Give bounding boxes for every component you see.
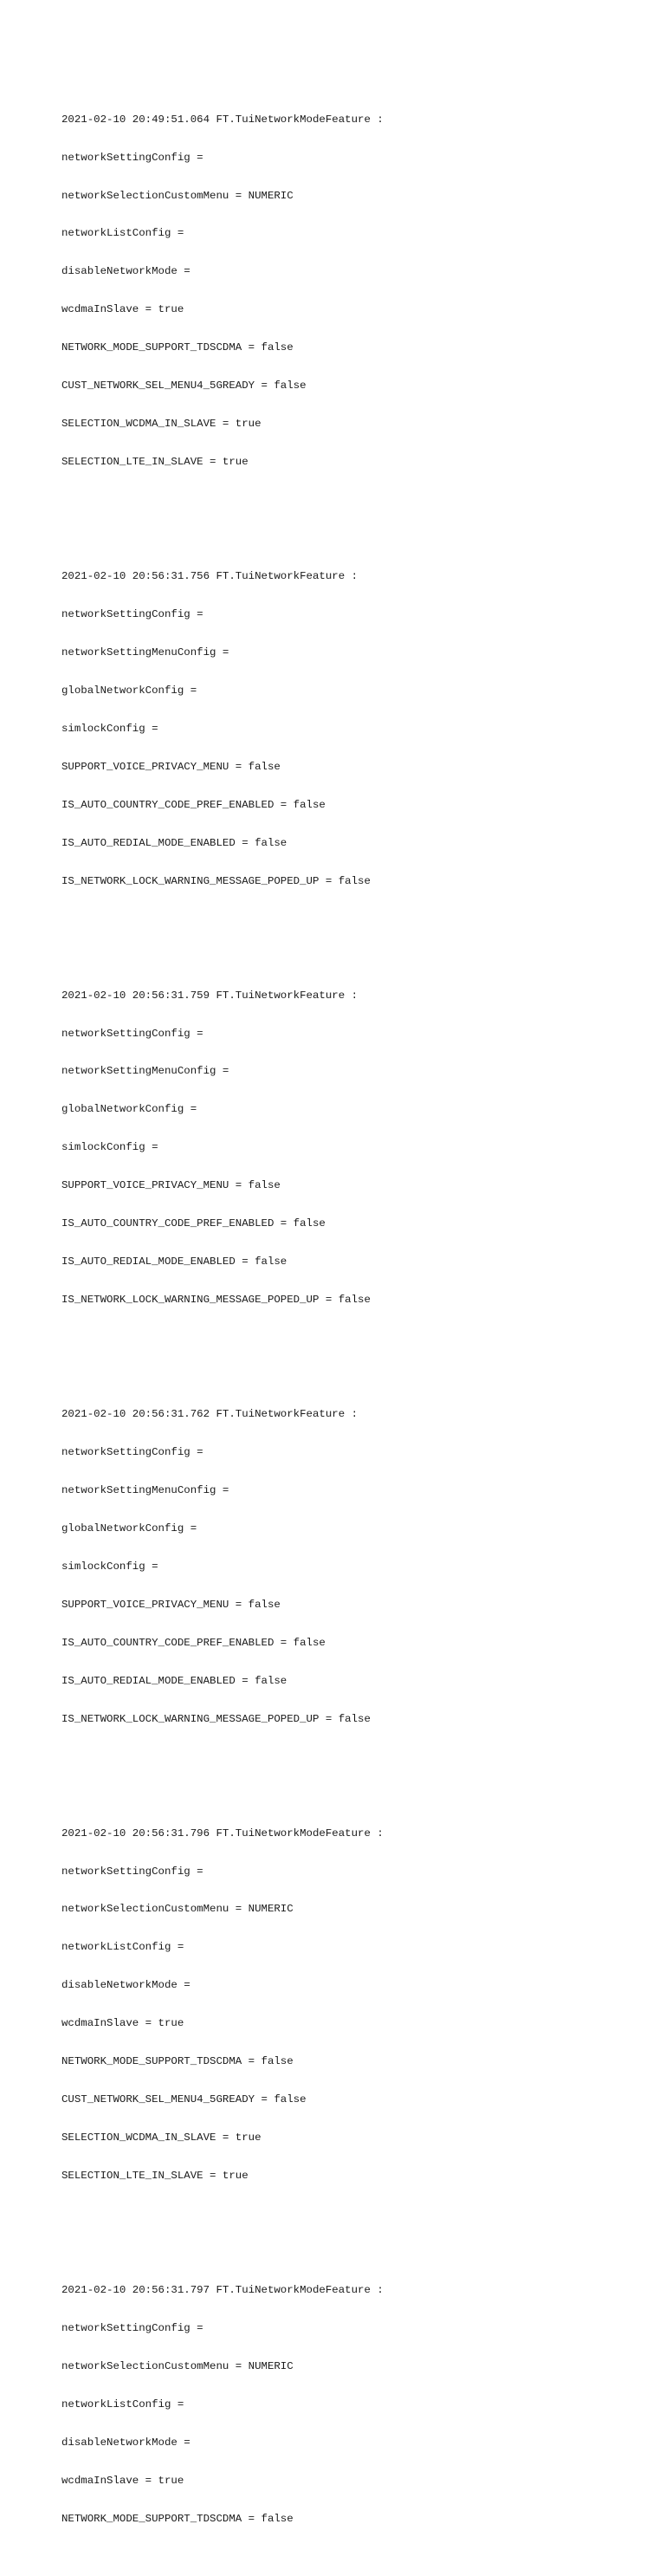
log-line: networkSettingConfig = bbox=[61, 1446, 203, 1459]
log-line: wcdmaInSlave = true bbox=[61, 2474, 184, 2487]
log-line: networkSettingConfig = bbox=[61, 151, 203, 164]
log-line: simlockConfig = bbox=[61, 1141, 158, 1154]
log-line: IS_AUTO_REDIAL_MODE_ENABLED = false bbox=[61, 1674, 287, 1687]
log-line: IS_AUTO_COUNTRY_CODE_PREF_ENABLED = false bbox=[61, 1636, 326, 1649]
log-entry-header: 2021-02-10 20:56:31.759 FT.TuiNetworkFeature : bbox=[61, 989, 358, 1002]
log-entry bbox=[61, 1801, 633, 2208]
log-line: networkSettingMenuConfig = bbox=[61, 1065, 229, 1078]
log-line: globalNetworkConfig = bbox=[61, 1522, 197, 1535]
log-line: SELECTION_WCDMA_IN_SLAVE = true bbox=[61, 418, 261, 431]
log-line: NETWORK_MODE_SUPPORT_TDSCDMA = false bbox=[61, 2055, 294, 2068]
log-line: SELECTION_WCDMA_IN_SLAVE = true bbox=[61, 2132, 261, 2145]
log-line: wcdmaInSlave = true bbox=[61, 2017, 184, 2030]
log-line: networkSettingMenuConfig = bbox=[61, 646, 229, 659]
log-line: CUST_NETWORK_SEL_MENU4_5GREADY = false bbox=[61, 2093, 307, 2106]
log-entry bbox=[61, 88, 633, 494]
log-line: wcdmaInSlave = true bbox=[61, 303, 184, 316]
log-line: simlockConfig = bbox=[61, 1560, 158, 1573]
log-line: IS_NETWORK_LOCK_WARNING_MESSAGE_POPED_UP = false bbox=[61, 1294, 371, 1307]
log-line: networkSettingConfig = bbox=[61, 1865, 203, 1878]
log-entry bbox=[61, 964, 633, 1332]
log-line: NETWORK_MODE_SUPPORT_TDSCDMA = false bbox=[61, 2512, 294, 2525]
log-line: SUPPORT_VOICE_PRIVACY_MENU = false bbox=[61, 1598, 281, 1611]
log-line: IS_NETWORK_LOCK_WARNING_MESSAGE_POPED_UP = false bbox=[61, 874, 371, 887]
log-line: networkSettingConfig = bbox=[61, 608, 203, 621]
log-line: SUPPORT_VOICE_PRIVACY_MENU = false bbox=[61, 760, 281, 773]
log-line: SELECTION_LTE_IN_SLAVE = true bbox=[61, 2170, 249, 2183]
log-entry-header: 2021-02-10 20:56:31.796 FT.TuiNetworkModeFeature : bbox=[61, 1827, 384, 1840]
log-line: IS_AUTO_COUNTRY_CODE_PREF_ENABLED = false bbox=[61, 798, 326, 811]
log-line: networkSettingConfig = bbox=[61, 1027, 203, 1040]
log-line: SUPPORT_VOICE_PRIVACY_MENU = false bbox=[61, 1179, 281, 1192]
log-line: networkSelectionCustomMenu = NUMERIC bbox=[61, 2359, 294, 2372]
log-entry bbox=[61, 2259, 633, 2551]
log-line: networkSettingMenuConfig = bbox=[61, 1483, 229, 1496]
log-line: disableNetworkMode = bbox=[61, 2436, 190, 2449]
log-line: IS_AUTO_COUNTRY_CODE_PREF_ENABLED = false bbox=[61, 1217, 326, 1230]
log-line: networkSelectionCustomMenu = NUMERIC bbox=[61, 1903, 294, 1916]
log-line: simlockConfig = bbox=[61, 722, 158, 735]
log-line: networkListConfig = bbox=[61, 1941, 184, 1954]
log-line: IS_AUTO_REDIAL_MODE_ENABLED = false bbox=[61, 1256, 287, 1269]
log-entry-header: 2021-02-10 20:56:31.797 FT.TuiNetworkModeFeature : bbox=[61, 2284, 384, 2297]
log-line: disableNetworkMode = bbox=[61, 1979, 190, 1992]
log-entry-header: 2021-02-10 20:56:31.762 FT.TuiNetworkFeature : bbox=[61, 1408, 358, 1421]
log-line: disableNetworkMode = bbox=[61, 265, 190, 278]
log-line: networkListConfig = bbox=[61, 2398, 184, 2411]
log-document bbox=[61, 62, 633, 2576]
log-line: CUST_NETWORK_SEL_MENU4_5GREADY = false bbox=[61, 380, 307, 393]
log-entry bbox=[61, 1383, 633, 1751]
log-line: networkSelectionCustomMenu = NUMERIC bbox=[61, 189, 294, 202]
log-line: networkSettingConfig = bbox=[61, 2321, 203, 2334]
log-line: IS_AUTO_REDIAL_MODE_ENABLED = false bbox=[61, 836, 287, 849]
log-line: globalNetworkConfig = bbox=[61, 684, 197, 697]
log-line: networkListConfig = bbox=[61, 227, 184, 240]
log-line: IS_NETWORK_LOCK_WARNING_MESSAGE_POPED_UP = false bbox=[61, 1712, 371, 1725]
log-line: globalNetworkConfig = bbox=[61, 1103, 197, 1116]
log-entry-header: 2021-02-10 20:56:31.756 FT.TuiNetworkFeature : bbox=[61, 570, 358, 583]
log-line: SELECTION_LTE_IN_SLAVE = true bbox=[61, 456, 249, 469]
log-line: NETWORK_MODE_SUPPORT_TDSCDMA = false bbox=[61, 341, 294, 354]
log-entry-header: 2021-02-10 20:49:51.064 FT.TuiNetworkModeFeature : bbox=[61, 113, 384, 126]
log-entry bbox=[61, 545, 633, 913]
